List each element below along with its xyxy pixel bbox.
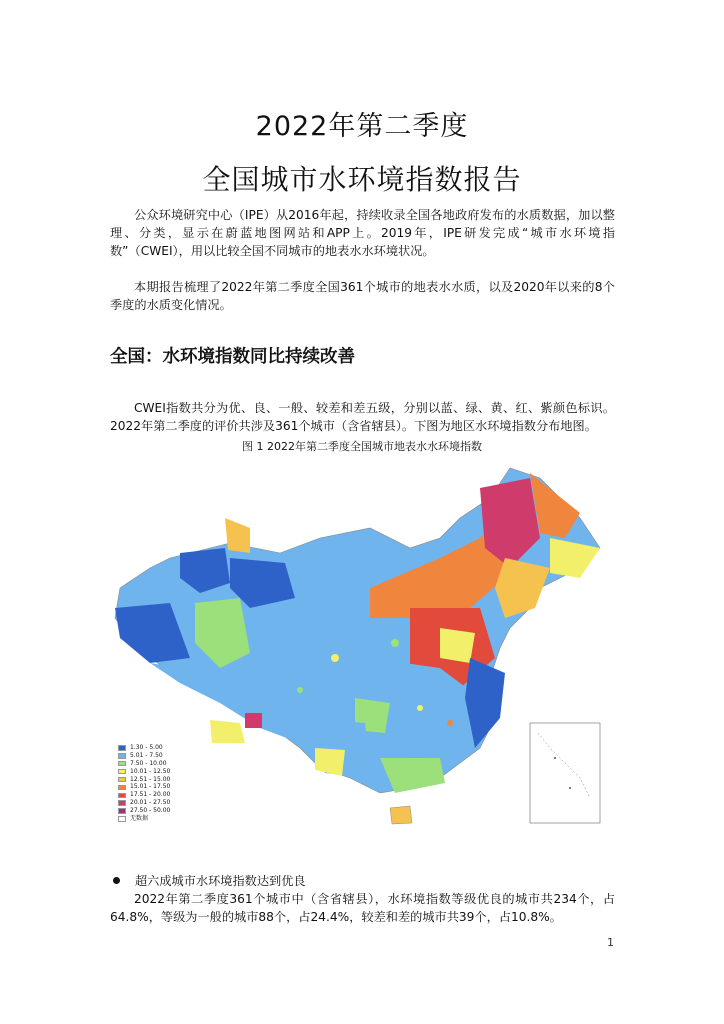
legend-label: 12.51 - 15.00 — [130, 775, 171, 783]
legend-label: 27.50 - 50.00 — [130, 807, 171, 815]
legend-label: 17.51 - 20.00 — [130, 791, 171, 799]
legend-swatch — [118, 816, 126, 822]
legend-label: 7.50 - 10.00 — [130, 759, 167, 767]
report-title-line2: 全国城市水环境指数报告 — [202, 163, 522, 196]
map-region-xj-top — [225, 518, 250, 553]
map-region-tibet-yellow — [210, 720, 245, 743]
bullet-heading: 超六成城市水环境指数达到优良 — [135, 874, 306, 888]
legend-swatch — [118, 753, 126, 759]
legend-swatch — [118, 800, 126, 806]
legend-swatch — [118, 745, 126, 751]
bullet-paragraph: 2022年第二季度361个城市中（含省辖县），水环境指数等级优良的城市共234个，占64.8%，等级为一般的城市88个，占24.4%，较差和差的城市共39个，占10.8%。 — [110, 892, 615, 924]
section-heading: 全国：水环境指数同比持续改善 — [110, 347, 355, 367]
legend-swatch — [118, 761, 126, 767]
map-region-northeast-mix — [495, 558, 550, 618]
legend-item — [118, 807, 170, 815]
legend-item — [118, 791, 170, 799]
bullet-item — [113, 872, 306, 889]
map-legend — [118, 744, 170, 823]
legend-item — [118, 752, 170, 760]
legend-label: 15.01 - 17.50 — [130, 783, 171, 791]
legend-item — [118, 815, 170, 823]
legend-label: 20.01 - 27.50 — [130, 799, 171, 807]
intro-paragraph-1: 公众环境研究中心（IPE）从2016年起，持续收录全国各地政府发布的水质数据，加以整理、分类，显示在蔚蓝地图网站和APP上。2019年，IPE研发完成“城市水环境指数”（CWEI），用以比较全国不同城市的地表水水环境状况。 — [110, 208, 615, 258]
legend-item — [118, 783, 170, 791]
legend-label: 无数据 — [130, 815, 149, 823]
legend-swatch — [118, 785, 126, 791]
legend-label: 10.01 - 12.50 — [130, 767, 171, 775]
page-number: 1 — [607, 936, 614, 949]
bullet-dot — [113, 877, 120, 884]
legend-swatch — [118, 808, 126, 814]
legend-item — [118, 799, 170, 807]
map-region-tibet-red — [245, 713, 262, 728]
legend-swatch — [118, 777, 126, 783]
legend-item — [118, 760, 170, 768]
legend-item — [118, 768, 170, 776]
legend-swatch — [118, 793, 126, 799]
south-china-sea-inset — [530, 723, 600, 823]
china-water-index-map — [110, 458, 610, 838]
section-paragraph: CWEI指数共分为优、良、一般、较差和差五级，分别以蓝、绿、黄、红、紫颜色标识。2022年第二季度的评价共涉及361个城市（含省辖县）。下图为地区水环境指数分布地图。 — [110, 401, 615, 433]
legend-item — [118, 744, 170, 752]
legend-label: 1.30 - 5.00 — [130, 744, 163, 751]
legend-label: 5.01 - 7.50 — [130, 751, 163, 759]
map-region-southwest-yellow — [315, 748, 345, 776]
legend-swatch — [118, 769, 126, 775]
report-title-line1: 2022年第二季度 — [255, 111, 469, 142]
map-region-north-plain-yellow — [440, 628, 475, 663]
figure-caption: 图 1 2022年第二季度全国城市地表水水环境指数 — [242, 440, 482, 453]
map-region-hainan — [390, 806, 412, 824]
intro-paragraph-2: 本期报告梳理了2022年第二季度全国361个城市的地表水水质，以及2020年以来的8个季度的水质变化情况。 — [110, 280, 615, 312]
legend-item — [118, 776, 170, 784]
